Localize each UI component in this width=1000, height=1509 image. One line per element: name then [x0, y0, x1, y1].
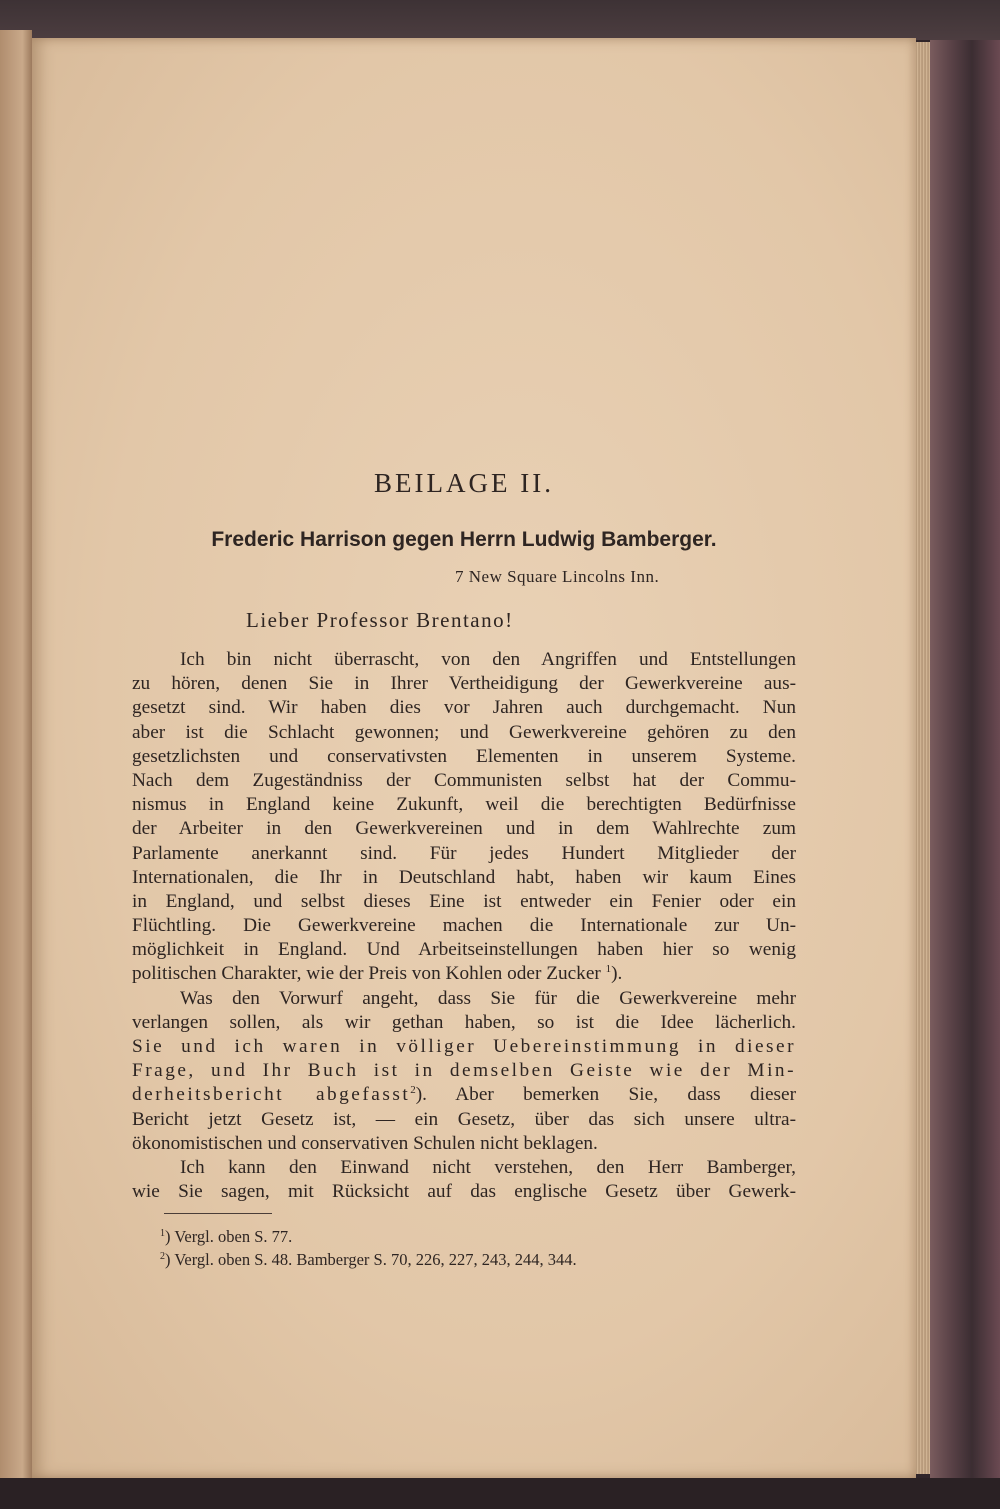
- body-line-text: politischen Charakter, wie der Preis von Kohlen oder Zucker: [132, 963, 601, 985]
- body-line: möglichkeit in England. Und Arbeitseinstellungen haben hier so wenig: [132, 939, 796, 961]
- page-stack-edges: [914, 42, 930, 1474]
- letter-title: Frederic Harrison gegen Herrn Ludwig Bamberger.: [211, 528, 717, 551]
- bottom-binding: [0, 1478, 1000, 1509]
- body-line-text: Aber bemerken Sie, dass dieser: [455, 1084, 796, 1106]
- body-line: Nach dem Zugeständniss der Communisten selbst hat der Commu-: [132, 769, 796, 791]
- letter-salutation: Lieber Professor Brentano!: [246, 608, 514, 632]
- body-line-emphasis: derheitsbericht abgefasst: [132, 1084, 411, 1106]
- body-line: Bericht jetzt Gesetz ist, — ein Gesetz, über das sich unsere ultra-: [132, 1108, 796, 1130]
- body-line: ökonomistischen und conservativen Schulen nicht beklagen.: [132, 1132, 598, 1154]
- page-heading: BEILAGE II.: [374, 468, 554, 498]
- body-line: zu hören, denen Sie in Ihrer Vertheidigung der Gewerkvereine aus-: [132, 673, 796, 695]
- body-line: Internationalen, die Ihr in Deutschland habt, haben wir kaum Eines: [132, 866, 796, 888]
- footnote-ref-2: 2: [410, 1084, 416, 1097]
- footnote-item: [160, 1248, 577, 1271]
- body-line: Flüchtling. Die Gewerkvereine machen die Internationale zur Un-: [132, 915, 796, 937]
- body-line: wie Sie sagen, mit Rücksicht auf das englische Gesetz über Gewerk-: [132, 1181, 796, 1203]
- letter-body: [132, 648, 796, 1204]
- footnote-item: [160, 1225, 577, 1248]
- body-line: gesetzt sind. Wir haben dies vor Jahren auch durchgemacht. Nun: [132, 697, 796, 719]
- top-binding: [0, 0, 1000, 40]
- body-line: Ich bin nicht überrascht, von den Angriffen und Entstellungen: [180, 649, 796, 670]
- footnote-text: ) Vergl. oben S. 77.: [165, 1227, 293, 1246]
- footnote-ref-close: ): [611, 963, 618, 985]
- footnote-divider: [164, 1213, 272, 1214]
- body-line: der Arbeiter in den Gewerkvereinen und in dem Wahlrechte zum: [132, 818, 796, 840]
- footnote-ref-close: ): [415, 1084, 423, 1106]
- marbled-cover-edge: [930, 40, 1000, 1480]
- footnote-mark: 2: [160, 1251, 165, 1262]
- body-line-emphasis: Frage, und Ihr Buch ist in demselben Geiste wie der Min-: [132, 1060, 796, 1082]
- footnote-ref-1: 1: [605, 963, 612, 976]
- body-line: aber ist die Schlacht gewonnen; und Gewerkvereine gehören zu den: [132, 721, 796, 743]
- body-line: Ich kann den Einwand nicht verstehen, den Herr Bamberger,: [180, 1156, 796, 1178]
- footnote-mark: 1: [160, 1228, 165, 1239]
- body-line-with-footnote: politischen Charakter, wie der Preis von Kohlen oder Zucker $^1$).: [132, 963, 623, 985]
- body-line-with-footnote: derheitsbericht abgefasst$^2$). Aber bemerken Sie, dass dieser: [132, 1084, 796, 1106]
- body-line-emphasis: Sie und ich waren in völliger Uebereinstimmung in dieser: [132, 1036, 796, 1057]
- body-line: nismus in England keine Zukunft, weil die berechtigten Bedürfnisse: [132, 794, 796, 816]
- left-page-edge: [0, 30, 32, 1509]
- body-line: gesetzlichsten und conservativsten Elementen in unserem Systeme.: [132, 745, 796, 767]
- footnote-text: ) Vergl. oben S. 48. Bamberger S. 70, 226, 227, 243, 244, 344.: [165, 1250, 577, 1269]
- body-line: in England, und selbst dieses Eine ist entweder ein Fenier oder ein: [132, 890, 796, 912]
- letter-address: 7 New Square Lincolns Inn.: [455, 567, 660, 586]
- body-line: Was den Vorwurf angeht, dass Sie für die Gewerkvereine mehr: [180, 987, 796, 1009]
- body-line: Parlamente anerkannt sind. Für jedes Hundert Mitglieder der: [132, 842, 796, 864]
- footnotes: [160, 1225, 577, 1271]
- body-line: verlangen sollen, als wir gethan haben, so ist die Idee lächerlich.: [132, 1011, 796, 1033]
